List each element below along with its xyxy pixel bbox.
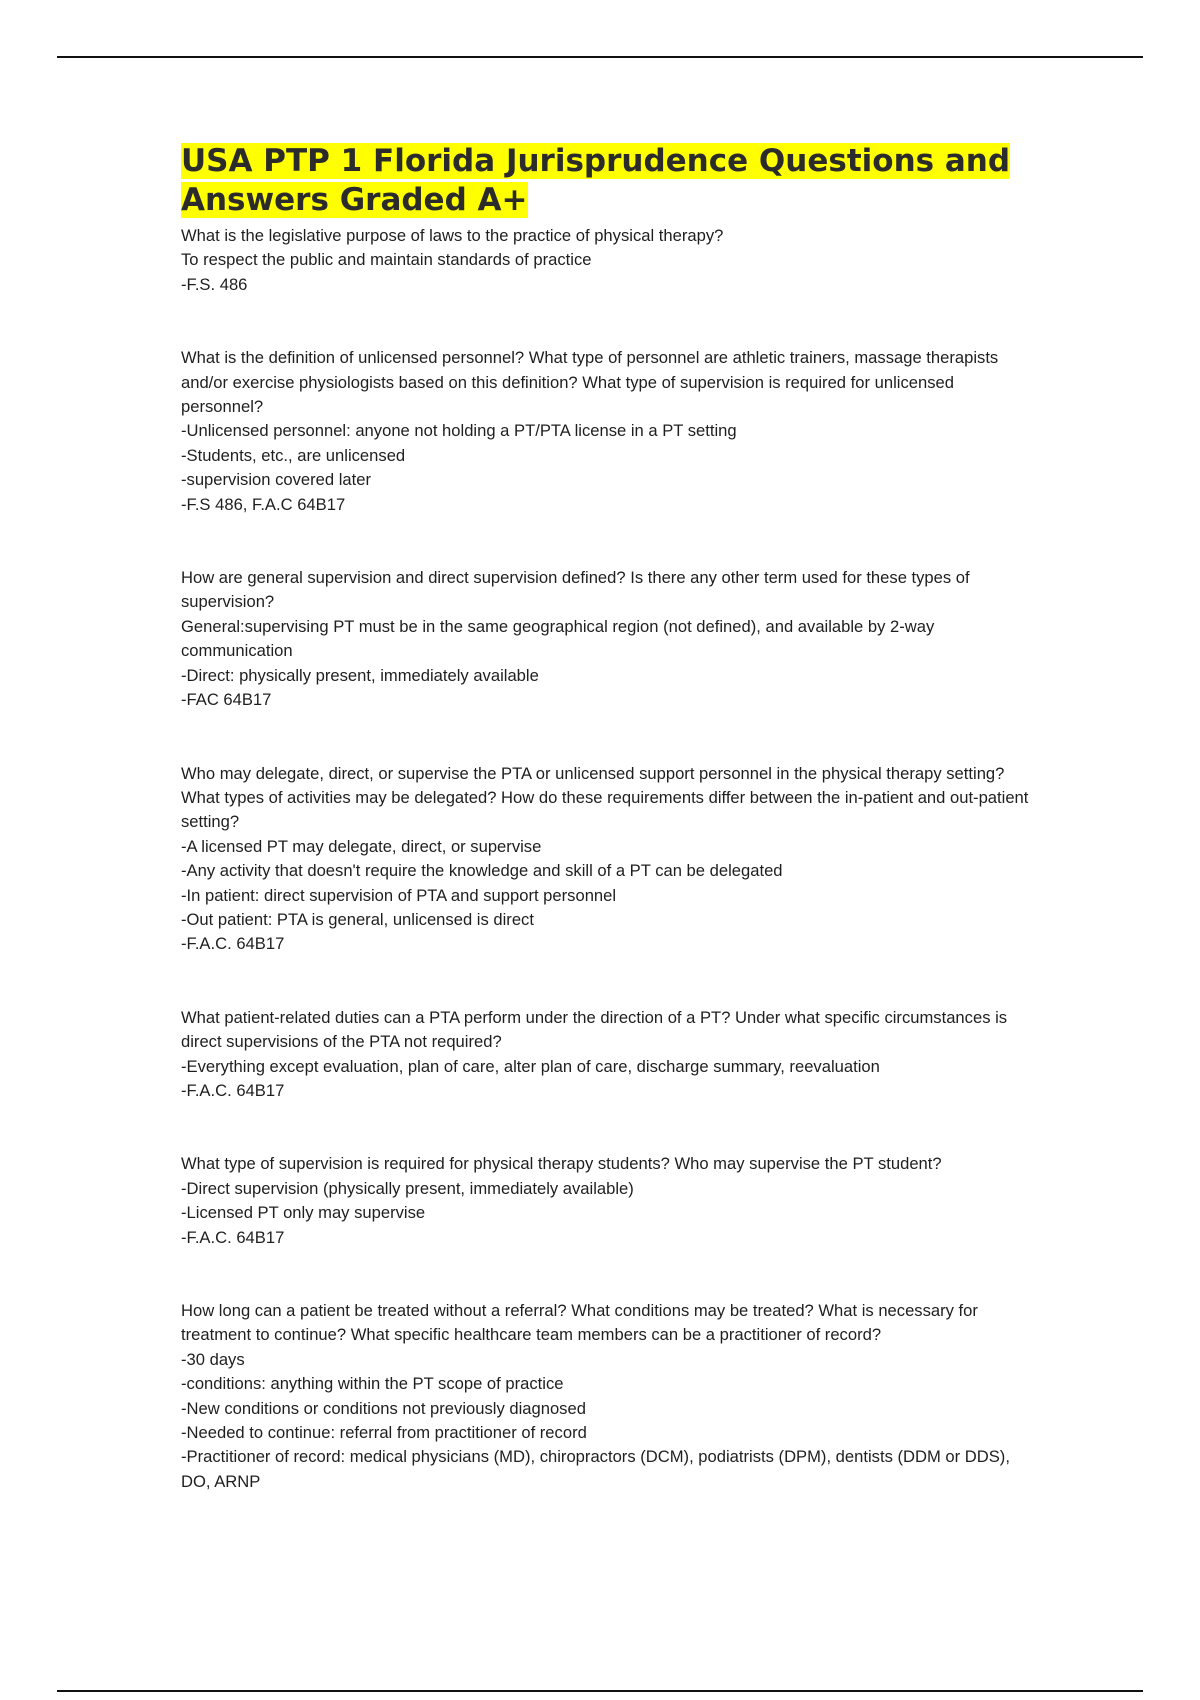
qa-item [181,1152,1031,1250]
answer-line: -New conditions or conditions not previously diagnosed [181,1398,586,1418]
document-title [181,142,1031,220]
answer-line: -Any activity that doesn't require the knowledge and skill of a PT can be delegated [181,861,783,881]
answer-line: -F.S 486, F.A.C 64B17 [181,494,346,514]
answer-line: General:supervising PT must be in the same geographical region (not defined), and available by 2-way communication [181,616,935,661]
question-text: What is the definition of unlicensed personnel? What type of personnel are athletic trainers, massage therapists and/or exercise physiologists based on this definition? What type of supervision is required for unlicensed personnel? [181,348,999,417]
question-text: What is the legislative purpose of laws to the practice of physical therapy? [181,226,724,245]
qa-item [181,1006,1031,1104]
question-text: What patient-related duties can a PTA perform under the direction of a PT? Under what specific circumstances is direct supervisions of the PTA not required? [181,1007,1008,1052]
answer-line: -Licensed PT only may supervise [181,1203,426,1223]
answer-line: -In patient: direct supervision of PTA and support personnel [181,885,617,905]
qa-item [181,224,1031,297]
answer-line: -30 days [181,1349,245,1369]
question-text: Who may delegate, direct, or supervise the PTA or unlicensed support personnel in the physical therapy setting? What types of activities may be delegated? How do these requirements differ between the in-patient and out-patient setting? [181,763,1029,832]
answer-line: -Direct: physically present, immediately available [181,665,539,685]
document-body [181,142,1031,1494]
question-text: What type of supervision is required for physical therapy students? Who may supervise the PT student? [181,1154,942,1174]
qa-item [181,1299,1031,1494]
header-rule [57,56,1143,58]
answer-line: -Out patient: PTA is general, unlicensed is direct [181,909,534,929]
answer-line: -FAC 64B17 [181,690,272,710]
answer-line: -F.A.C. 64B17 [181,1080,285,1100]
answer-line: -F.S. 486 [181,274,248,294]
question-text: How are general supervision and direct supervision defined? Is there any other term used for these types of supervision? [181,568,970,612]
answer-line: -Practitioner of record: medical physicians (MD), chiropractors (DCM), podiatrists (DPM), dentists (DDM or DDS), DO, ARNP [181,1447,1010,1491]
answer-line: -F.A.C. 64B17 [181,1227,285,1247]
answer-line: To respect the public and maintain standards of practice [181,250,592,270]
answer-line: -A licensed PT may delegate, direct, or supervise [181,836,542,856]
answer-line: -F.A.C. 64B17 [181,934,285,954]
footer-rule [57,1690,1143,1692]
qa-item [181,566,1031,712]
answer-line: -conditions: anything within the PT scope of practice [181,1374,564,1394]
answer-line: -Unlicensed personnel: anyone not holding a PT/PTA license in a PT setting [181,421,737,441]
document-title-text: USA PTP 1 Florida Jurisprudence Questions and Answers Graded A+ [181,143,1011,218]
question-text: How long can a patient be treated without a referral? What conditions may be treated? What is necessary for treatment to continue? What specific healthcare team members can be a practitioner of record? [181,1301,978,1345]
answer-line: -Everything except evaluation, plan of care, alter plan of care, discharge summary, reevaluation [181,1056,880,1076]
answer-line: -supervision covered later [181,470,371,490]
answer-line: -Needed to continue: referral from practitioner of record [181,1423,587,1443]
answer-line: -Direct supervision (physically present, immediately available) [181,1178,634,1198]
qa-item [181,762,1031,957]
qa-item [181,346,1031,517]
answer-line: -Students, etc., are unlicensed [181,445,406,465]
